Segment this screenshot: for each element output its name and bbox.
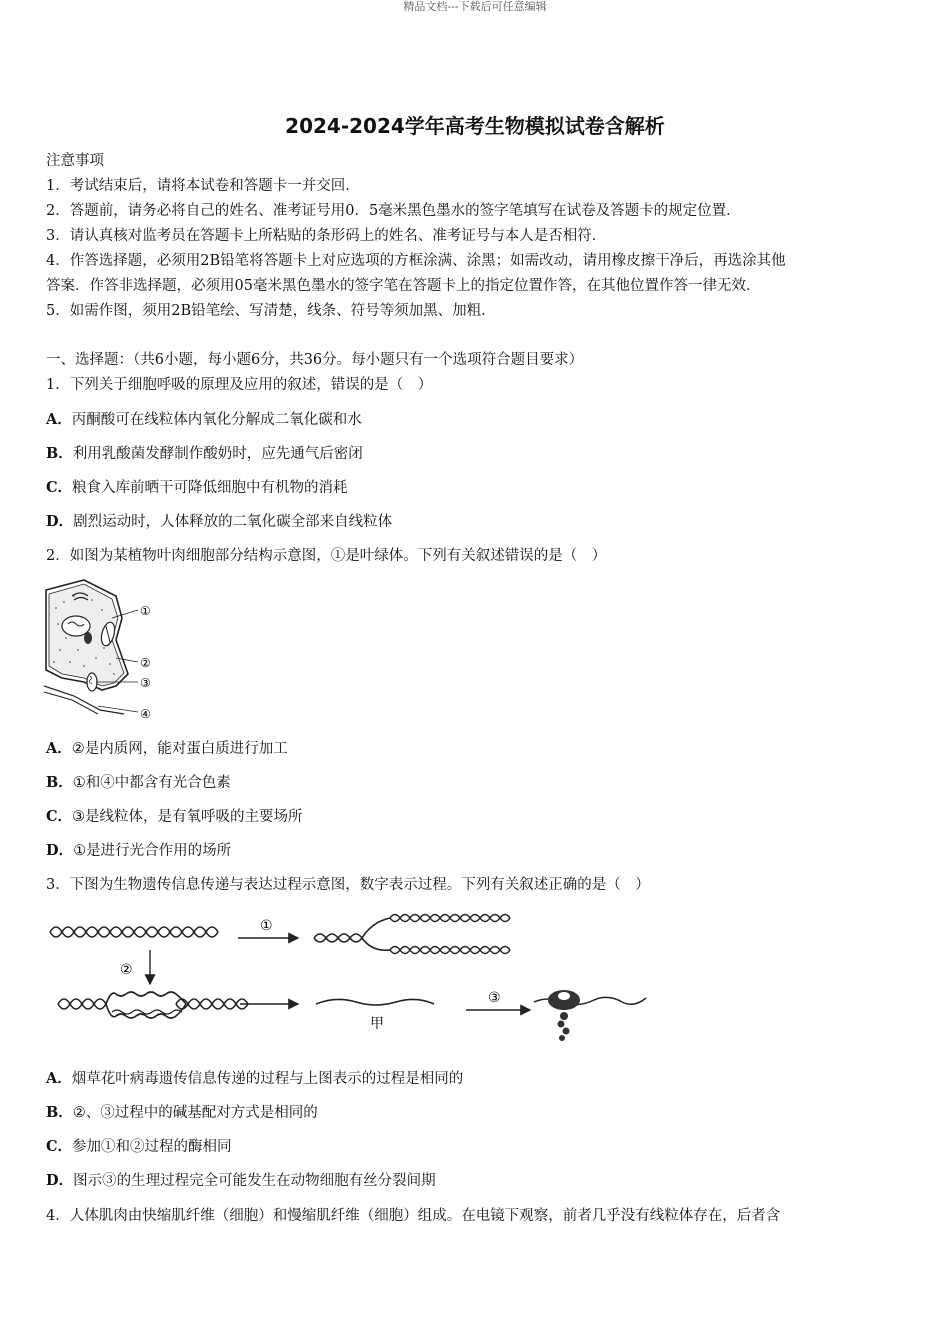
question-2-option-b xyxy=(46,773,231,793)
question-2-option-a xyxy=(46,739,288,759)
question-4-stem: 4．人体肌肉由快缩肌纤维（细胞）和慢缩肌纤维（细胞）组成。在电镜下观察，前者几乎没有线粒体存在，后者含 xyxy=(46,1208,781,1224)
question-2-option-d xyxy=(46,841,231,861)
option-text: ③是线粒体，是有氧呼吸的主要场所 xyxy=(72,809,303,825)
question-1-option-a xyxy=(46,410,362,430)
option-key: C． xyxy=(46,479,73,496)
section-heading: 一、选择题：（共6小题，每小题6分，共36分。每小题只有一个选项符合题目要求） xyxy=(46,352,584,368)
page-title: 2024-2024学年高考生物模拟试卷含解析 xyxy=(285,114,665,138)
process-label-3: ③ xyxy=(488,990,501,1006)
mrna-label: 甲 xyxy=(370,1016,384,1032)
question-2-stem: 2．如图为某植物叶肉细胞部分结构示意图，①是叶绿体。下列有关叙述错误的是（ ） xyxy=(46,548,607,564)
header-note: 精品文档---下载后可任意编辑 xyxy=(403,0,547,13)
gene-expression-diagram xyxy=(46,908,656,1048)
option-key: A． xyxy=(46,1070,72,1087)
figure-label-2: ② xyxy=(140,656,151,670)
option-text: ①是进行光合作用的场所 xyxy=(73,843,232,859)
option-key: C． xyxy=(46,1138,73,1155)
option-text: 利用乳酸菌发酵制作酸奶时，应先通气后密闭 xyxy=(72,446,363,462)
question-1-option-c xyxy=(46,478,348,498)
question-1-option-b xyxy=(46,444,363,464)
option-key: D． xyxy=(46,513,74,530)
figure-label-4: ④ xyxy=(140,707,151,721)
notice-heading: 注意事项 xyxy=(46,153,104,169)
question-3-option-b xyxy=(46,1103,318,1123)
option-text: 烟草花叶病毒遗传信息传递的过程与上图表示的过程是相同的 xyxy=(71,1071,464,1087)
option-key: D． xyxy=(46,842,74,859)
notice-item: 3．请认真核对监考员在答题卡上所粘贴的条形码上的姓名、准考证号与本人是否相符． xyxy=(46,228,607,244)
question-3-option-a xyxy=(46,1069,463,1089)
question-3-option-d xyxy=(46,1171,436,1191)
figure-label-3: ③ xyxy=(140,676,151,690)
question-1-stem: 1．下列关于细胞呼吸的原理及应用的叙述，错误的是（ ） xyxy=(46,377,433,393)
leaf-cell-diagram xyxy=(44,578,164,724)
option-key: B． xyxy=(46,445,73,462)
option-text: ②、③过程中的碱基配对方式是相同的 xyxy=(72,1105,318,1121)
notice-item: 5．如需作图，须用2B铅笔绘、写清楚，线条、符号等须加黑、加粗． xyxy=(46,303,496,319)
notice-item: 答案．作答非选择题，必须用05毫米黑色墨水的签字笔在答题卡上的指定位置作答，在其他位置作答一律无效． xyxy=(46,278,761,294)
option-text: 参加①和②过程的酶相同 xyxy=(72,1139,232,1155)
notice-item: 2．答题前，请务必将自己的姓名、准考证号用0．5毫米黑色墨水的签字笔填写在试卷及答题卡的规定位置． xyxy=(46,203,741,219)
option-key: A． xyxy=(46,411,72,428)
notice-item: 1．考试结束后，请将本试卷和答题卡一并交回． xyxy=(46,178,360,194)
option-text: ①和④中都含有光合色素 xyxy=(72,775,231,791)
question-3-option-c xyxy=(46,1137,232,1157)
process-label-2: ② xyxy=(120,962,133,978)
option-key: A． xyxy=(46,740,72,757)
option-key: B． xyxy=(46,1104,73,1121)
notice-item: 4．作答选择题，必须用2B铅笔将答题卡上对应选项的方框涂满、涂黑；如需改动，请用橡皮擦干净后，再选涂其他 xyxy=(46,253,786,269)
option-text: 粮食入库前晒干可降低细胞中有机物的消耗 xyxy=(72,480,348,496)
option-text: 剧烈运动时，人体释放的二氧化碳全部来自线粒体 xyxy=(73,514,393,530)
option-text: 丙酮酸可在线粒体内氧化分解成二氧化碳和水 xyxy=(71,412,362,428)
question-3-stem: 3．下图为生物遗传信息传递与表达过程示意图，数字表示过程。下列有关叙述正确的是（ ） xyxy=(46,877,650,893)
figure-label-1: ① xyxy=(140,604,151,618)
option-key: D． xyxy=(46,1172,74,1189)
option-text: 图示③的生理过程完全可能发生在动物细胞有丝分裂间期 xyxy=(73,1173,436,1189)
process-label-1: ① xyxy=(260,918,273,934)
option-key: C． xyxy=(46,808,73,825)
question-2-option-c xyxy=(46,807,303,827)
option-text: ②是内质网，能对蛋白质进行加工 xyxy=(71,741,288,757)
option-key: B． xyxy=(46,774,73,791)
question-1-option-d xyxy=(46,512,392,532)
